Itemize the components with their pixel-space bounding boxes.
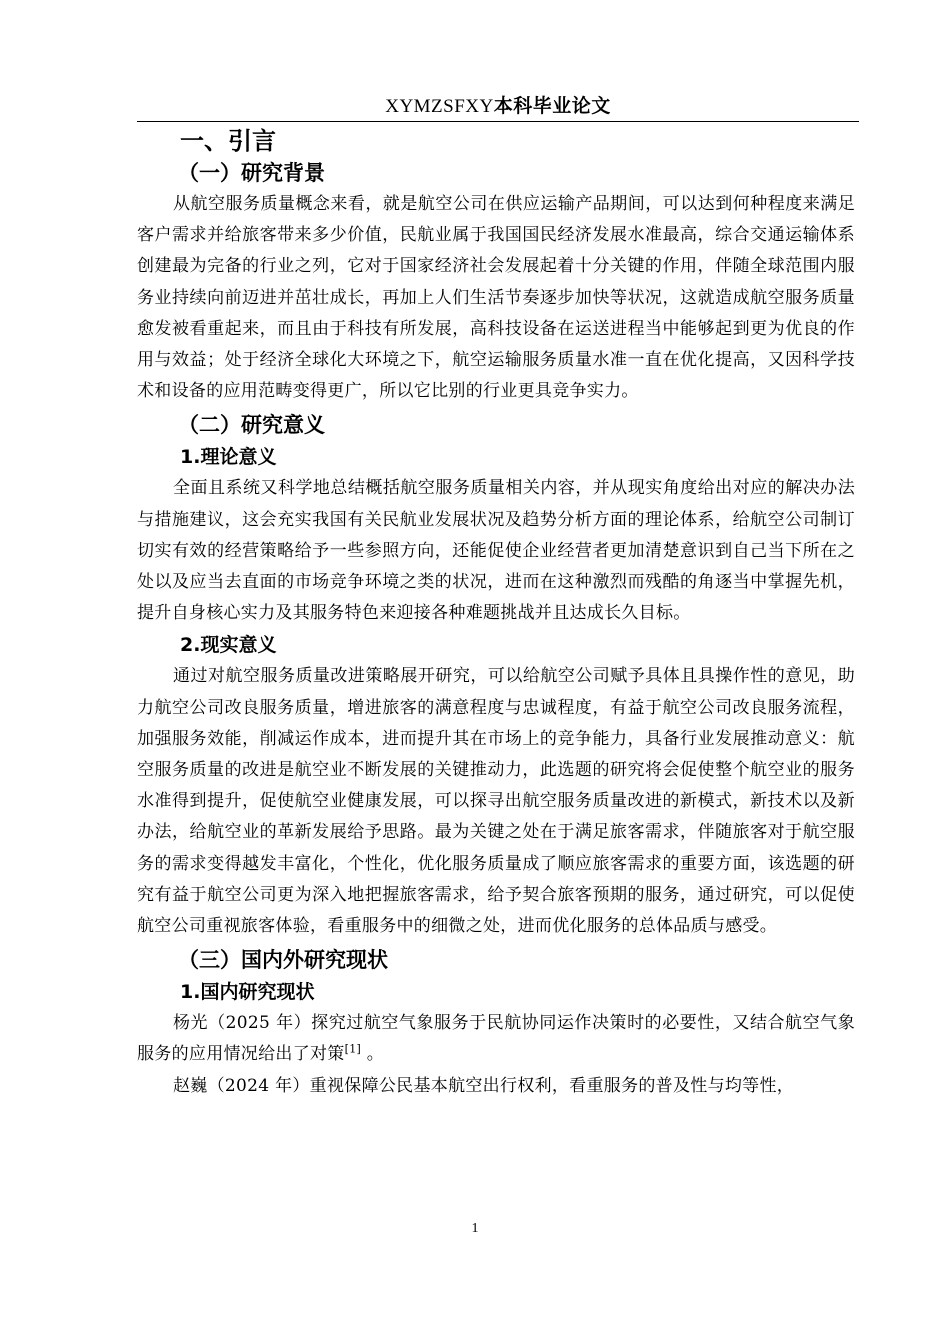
status-paragraph-1 — [137, 1008, 855, 1070]
background-paragraph: 从航空服务质量概念来看，就是航空公司在供应运输产品期间，可以达到何种程度来满足客户需求并给旅客带来多少价值，民航业属于我国国民经济发展水准最高，综合交通运输体系创建最为完备的行业之列，它对于国家经济社会发展起着十分关键的作用，伴随全球范围内服务业持续向前迈进并茁壮成长，再加上人们生活节奏逐步加快等状况，这就造成航空服务质量愈发被看重起来，而且由于科技有所发展，高科技设备在运送进程当中能够起到更为优良的作用与效益；处于经济全球化大环境之下，航空运输服务质量水准一直在优化提高，又因科学技术和设备的应用范畴变得更广，所以它比别的行业更具竞争实力。 — [137, 194, 855, 402]
domestic-status-title: 1.国内研究现状 — [180, 981, 315, 1004]
page-content — [137, 124, 855, 1102]
section-background-title: （一）研究背景 — [178, 161, 325, 185]
page-header — [137, 94, 859, 119]
practice-significance-title: 2.现实意义 — [180, 634, 277, 657]
status-paragraph-1-text: 杨光（2025 年）探究过航空气象服务于民航协同运作决策时的必要性，又结合航空气象服务的应用情况给出了对策 — [137, 1013, 855, 1065]
section-status-title: （三）国内外研究现状 — [178, 948, 388, 973]
practice-significance-paragraph: 通过对航空服务质量改进策略展开研究，可以给航空公司赋予具体且具操作性的意见，助力航空公司改良服务质量，增进旅客的满意程度与忠诚程度，有益于航空公司改良服务流程，加强服务效能，削减运作成本，进而提升其在市场上的竞争能力，具备行业发展推动意义：航空服务质量的改进是航空业不断发展的关键推动力，此选题的研究将会促使整个航空业的服务水准得到提升，促使航空业健康发展，可以探寻出航空服务质量改进的新模式，新技术以及新办法，给航空业的革新发展给予思路。最为关键之处在于满足旅客需求，伴随旅客对于航空服务的需求变得越发丰富化，个性化，优化服务质量成了顺应旅客需求的重要方面，该选题的研究有益于航空公司更为深入地把握旅客需求，给予契合旅客预期的服务，通过研究，可以促使航空公司重视旅客体验，看重服务中的细微之处，进而优化服务的总体品质与感受。 — [137, 666, 855, 937]
page-number: 1 — [471, 1221, 479, 1236]
theory-significance-paragraph: 全面且系统又科学地总结概括航空服务质量相关内容，并从现实角度给出对应的解决办法与措施建议，这会充实我国有关民航业发展状况及趋势分析方面的理论体系，给航空公司制订切实有效的经营策略给予一些参照方向，还能促使企业经营者更加清楚意识到自己当下所在之处以及应当去直面的市场竞争环境之类的状况，进而在这种激烈而残酷的角逐当中掌握先机，提升自身核心实力及其服务特色来迎接各种难题挑战并且达成长久目标。 — [137, 478, 855, 624]
status-paragraph-2: 赵巍（2024 年）重视保障公民基本航空出行权利，看重服务的普及性与均等性， — [173, 1075, 795, 1096]
header-thesis-label: 本科毕业论文 — [493, 95, 611, 117]
section-significance-title: （二）研究意义 — [178, 413, 325, 438]
header-school-code: XYMZSFXY — [385, 96, 494, 117]
citation-ref[interactable]: [1] — [344, 1042, 362, 1056]
status-paragraph-1-end: 。 — [361, 1044, 385, 1065]
header-rule — [137, 121, 859, 122]
chapter-title: 一、引言 — [180, 127, 276, 155]
theory-significance-title: 1.理论意义 — [180, 446, 277, 469]
